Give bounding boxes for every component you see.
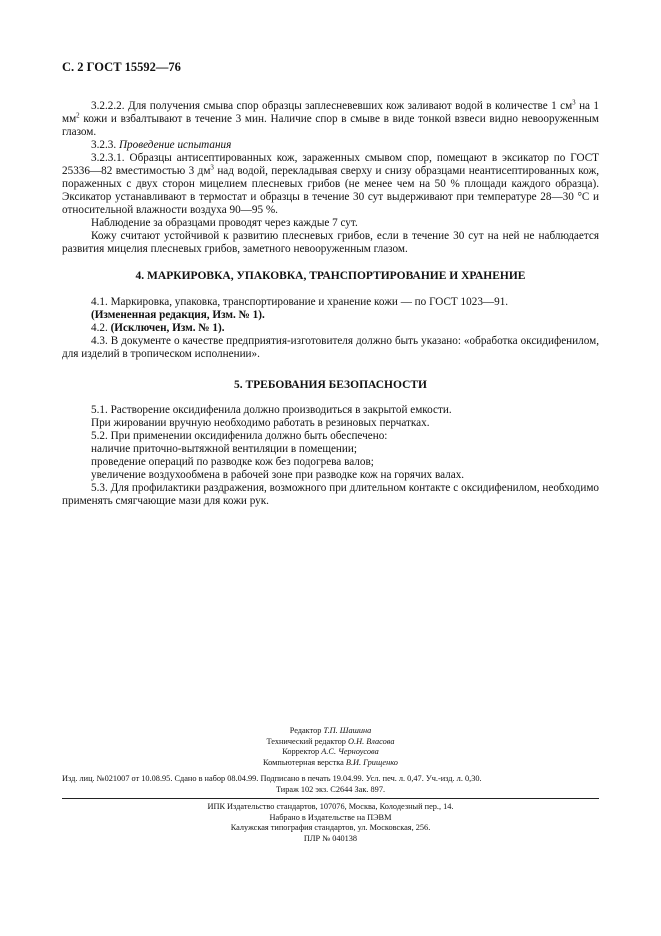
- superscript: 3: [572, 98, 576, 107]
- text: 3.2.2.2. Для получения смыва спор образцы заплесневевших кож заливают водой в количестве 1 см: [91, 100, 573, 112]
- publisher-line: ИПК Издательство стандартов, 107076, Москва, Колодезный пер., 14.: [207, 802, 454, 811]
- credit-name: Т.П. Шашина: [323, 726, 372, 735]
- credit-editor: [62, 726, 599, 737]
- superscript: 2: [76, 111, 80, 120]
- list-item: наличие приточно-вытяжной вентиляции в помещении;: [91, 443, 357, 455]
- paragraph-resistance: Кожу считают устойчивой к развитию плесневых грибов, если в течение 30 сут на ней не наблюдается развития мицелия плесневых грибов, заметного невооруженным глазом.: [62, 230, 599, 255]
- section-5-text: [62, 404, 599, 508]
- credit-proofreader: [62, 747, 599, 758]
- paragraph-4-2: [62, 322, 599, 335]
- amendment-note: (Исключен, Изм. № 1).: [110, 322, 225, 334]
- credit-label: Компьютерная верстка: [263, 757, 346, 767]
- section-5-heading: 5. ТРЕБОВАНИЯ БЕЗОПАСНОСТИ: [233, 379, 428, 391]
- publisher-info: [62, 802, 599, 844]
- clause-number: 4.2.: [91, 322, 111, 334]
- publisher-line: Калужская типография стандартов, ул. Московская, 256.: [230, 823, 431, 833]
- section-4-heading: 4. МАРКИРОВКА, УПАКОВКА, ТРАНСПОРТИРОВАНИЕ И ХРАНЕНИЕ: [135, 270, 526, 282]
- paragraph-4-3: 4.3. В документе о качестве предприятия-изготовителя должно быть указано: «обработка оксидифенилом, для изделий в тропическом исполнении».: [62, 335, 599, 360]
- text: над водой, перекладывая сверху и снизу образцами неантисептированных кож, пораженных с двух сторон мицелием плесневых грибов (не менее чем на 50 % площади каждого образца). Эксикатор устанавливают в термостат и образцы в течение 30 сут выдерживают при температуре 28—30 °С и относительной влажности воздуха 90—95 %.: [62, 165, 600, 216]
- paragraph-3-2-3-1: [62, 152, 599, 217]
- page-header: С. 2 ГОСТ 15592—76: [62, 60, 181, 74]
- section-4-text: [62, 296, 599, 361]
- clause-number: 3.2.3.: [91, 139, 119, 151]
- text: 3.2.3.1. Образцы антисептированных кож, зараженных смывом спор, помещают в эксикатор по ГОСТ 25336—82 вместимостью 3 дм: [62, 152, 599, 177]
- section-3-text: [62, 100, 599, 256]
- list-item: проведение операций по разводке кож без подогрева валов;: [91, 456, 374, 468]
- clause-title: Проведение испытания: [118, 139, 232, 151]
- publisher-line: Набрано в Издательстве на ПЭВМ: [269, 812, 392, 822]
- amendment-note: (Измененная редакция, Изм. № 1).: [91, 309, 265, 321]
- credit-label: Технический редактор: [266, 736, 349, 746]
- paragraph-4-1: 4.1. Маркировка, упаковка, транспортирование и хранение кожи — по ГОСТ 1023—91.: [91, 296, 509, 308]
- imprint-details: [62, 774, 599, 795]
- publisher-line: ПЛР № 040138: [303, 833, 358, 843]
- imprint-credits: [62, 726, 599, 768]
- credit-label: Редактор: [289, 726, 324, 735]
- paragraph-3-2-3: [62, 139, 599, 152]
- text: на 1 мм: [62, 100, 600, 125]
- text: кожи и взбалтывают в течение 3 мин. Наличие спор в смыве в виде тонкой взвеси видно невооруженным глазом.: [62, 113, 599, 138]
- credit-label: Корректор: [282, 747, 322, 757]
- paragraph-observation: Наблюдение за образцами проводят через каждые 7 сут.: [91, 217, 358, 229]
- paragraph-5-2: 5.2. При применении оксидифенила должно быть обеспечено:: [91, 430, 388, 442]
- divider: [62, 798, 599, 799]
- credit-name: В.И. Грищенко: [345, 757, 398, 767]
- imprint-line-2: Тираж 102 экз. С2644 Зак. 897.: [275, 784, 386, 794]
- credit-tech-editor: [62, 737, 599, 748]
- paragraph-3-2-2-2: [62, 100, 599, 139]
- credit-layout: [62, 758, 599, 769]
- credit-name: А.С. Черноусова: [321, 747, 379, 757]
- paragraph-5-1: 5.1. Растворение оксидифенила должно производиться в закрытой емкости.: [91, 404, 452, 416]
- superscript: 3: [210, 163, 214, 172]
- paragraph-5-3: 5.3. Для профилактики раздражения, возможного при длительном контакте с оксидифенилом, необходимо применять смягчающие мази для кожи рук.: [62, 482, 599, 507]
- imprint-line-1: Изд. лиц. №021007 от 10.08.95. Сдано в набор 08.04.99. Подписано в печать 19.04.99. Усл. печ. л. 0,47. Уч.-изд. л. 0,30.: [62, 774, 482, 783]
- credit-name: О.Н. Власова: [348, 736, 395, 746]
- list-item: увеличение воздухообмена в рабочей зоне при разводке кож на горячих валах.: [91, 469, 465, 481]
- paragraph-5-1-b: При жировании вручную необходимо работать в резиновых перчатках.: [91, 417, 430, 429]
